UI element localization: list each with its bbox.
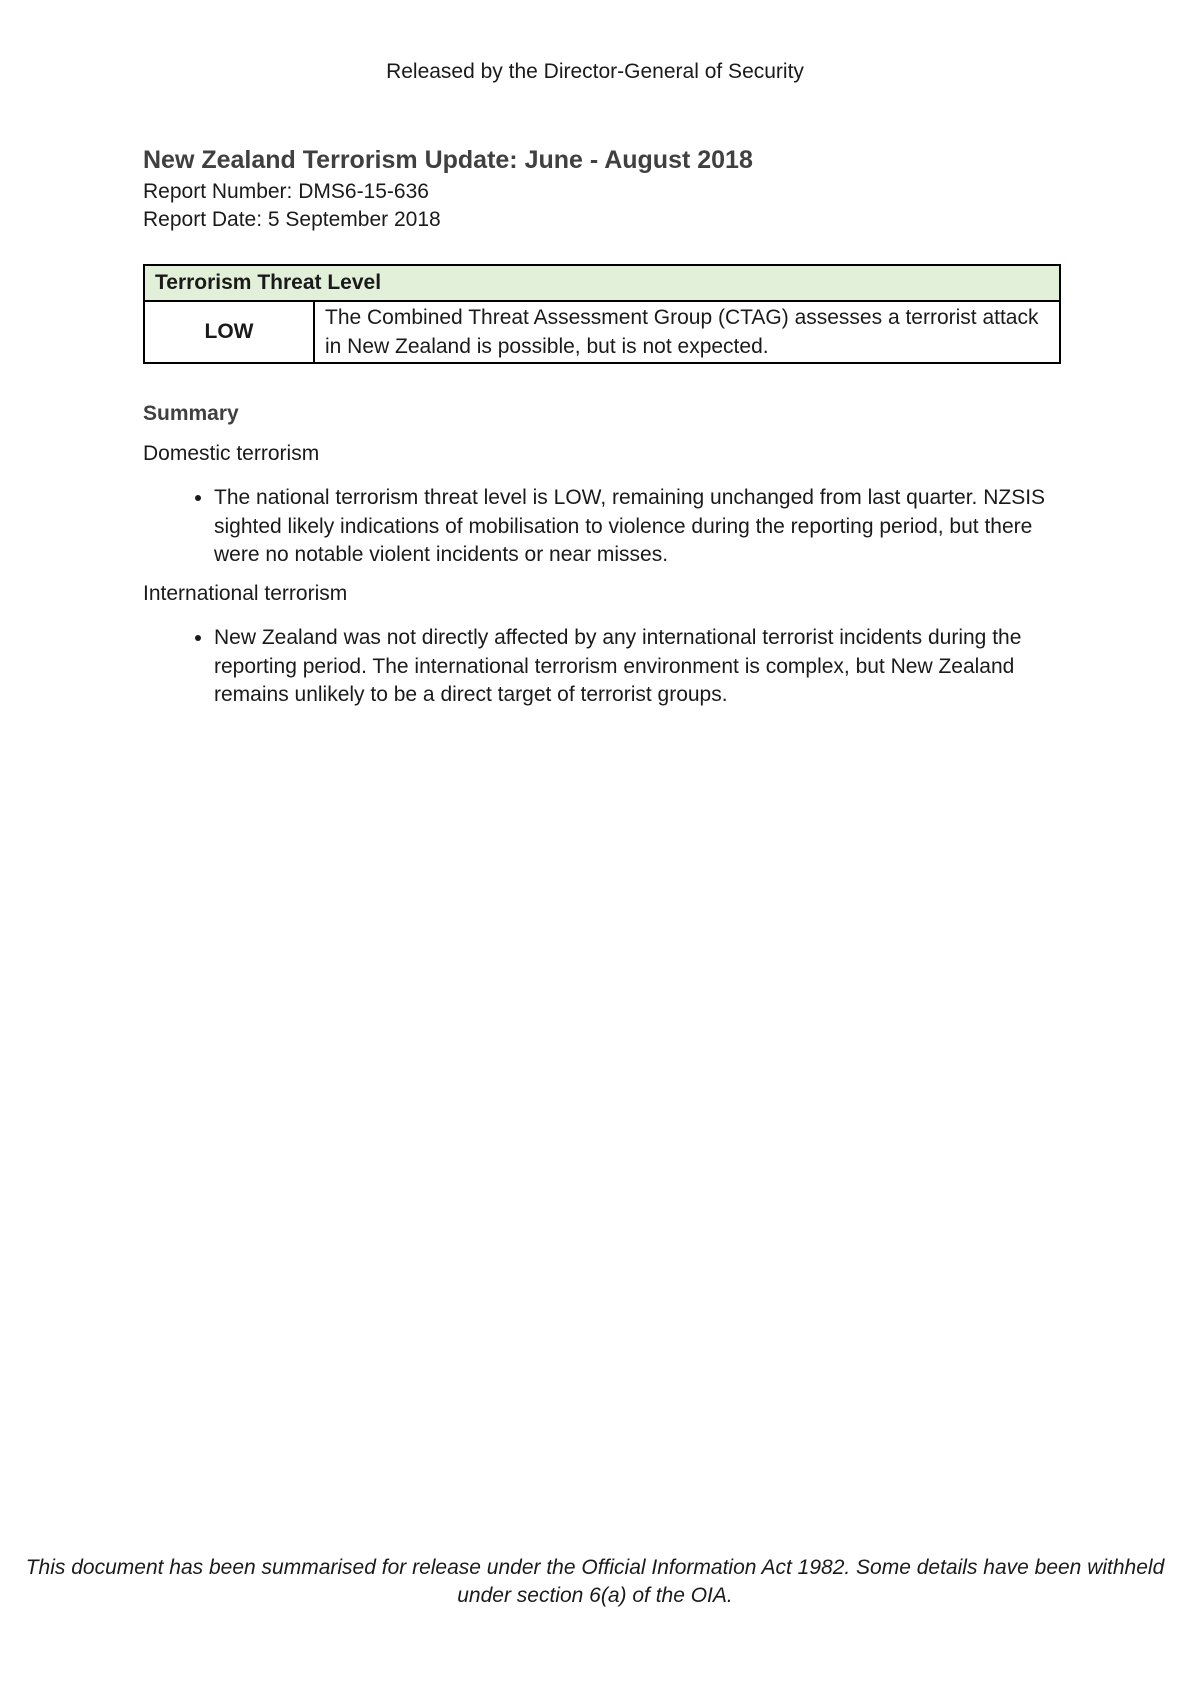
report-date: Report Date: 5 September 2018 [143, 208, 441, 231]
list-item: • New Zealand was not directly affected by any international terrorist incidents during the reporting period. The international terrorism environment is complex, but New Zealand remains unlikely to be a direct target of terrorist groups. [214, 624, 1064, 710]
report-number: Report Number: DMS6-15-636 [143, 180, 429, 203]
international-heading: International terrorism [143, 582, 348, 605]
threat-level-value: LOW [144, 301, 314, 363]
threat-level-description: The Combined Threat Assessment Group (CTAG) assesses a terrorist attack in New Zealand is possible, but is not expected. [314, 301, 1060, 363]
international-bullets [143, 624, 1064, 710]
summary-heading: Summary [143, 402, 239, 425]
document-title: New Zealand Terrorism Update: June - August 2018 [143, 146, 753, 174]
domestic-heading: Domestic terrorism [143, 442, 320, 465]
release-header: Released by the Director-General of Security [386, 60, 804, 83]
threat-table-heading: Terrorism Threat Level [144, 265, 1060, 301]
footer-note: This document has been summarised for release under the Official Information Act 1982. Some details have been withheld under section 6(a) of the OIA. [25, 1556, 1165, 1607]
domestic-bullets [143, 484, 1064, 570]
threat-level-table [143, 264, 1061, 364]
list-item: • The national terrorism threat level is LOW, remaining unchanged from last quarter. NZSIS sighted likely indications of mobilisation to violence during the reporting period, but there were no notable violent incidents or near misses. [214, 484, 1064, 570]
